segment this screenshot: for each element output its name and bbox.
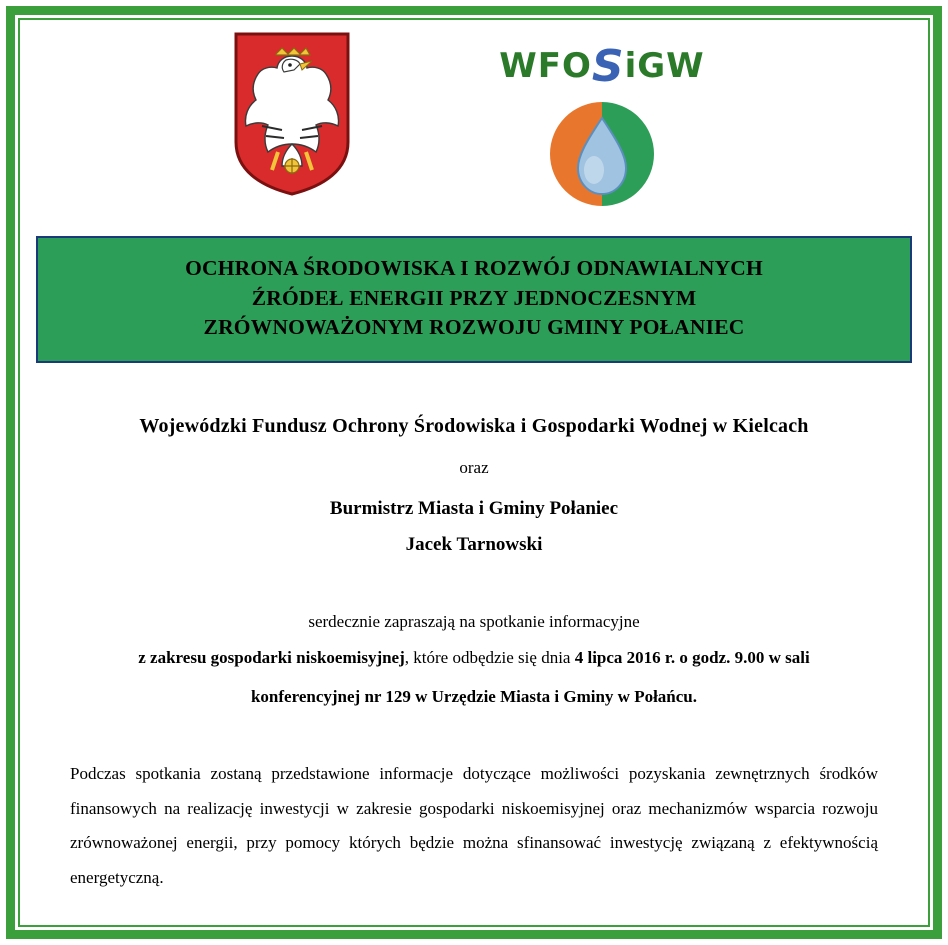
- invitation-venue: konferencyjnej nr 129 w Urzędzie Miasta i Gminy w Połańcu.: [250, 687, 698, 707]
- document-content: [24, 24, 924, 945]
- wfosigw-text-right: iGW: [624, 46, 705, 86]
- invitation-scope: z zakresu gospodarki niskoemisyjnej: [138, 647, 405, 667]
- organizer-mayor-name: Jacek Tarnowski: [405, 533, 543, 555]
- title-banner: [36, 236, 912, 363]
- body-paragraph: Podczas spotkania zostaną przedstawione informacje dotyczące możliwości pozyskania zewnętrznych środków finansowych na realizację inwestycji w zakresie gospodarki niskoemisyjnej oraz mechanizmów wsparcia rozwoju zrównoważonej energii, przy pomocy których będzie można sfinansować inwestycję związaną z efektywnością energetyczną.: [70, 763, 878, 888]
- organizer-conjunction: oraz: [459, 457, 489, 477]
- title-line-3: ZRÓWNOWAŻONYM ROZWOJU GMINY POŁANIEC: [203, 315, 745, 340]
- wfosigw-text-left: WFO: [499, 46, 592, 86]
- organizers-block: [24, 415, 924, 556]
- invitation-line-2: [24, 645, 924, 671]
- invitation-datetime: 4 lipca 2016 r. o godz. 9.00 w sali: [574, 647, 810, 667]
- wfosigw-logo: [492, 41, 712, 212]
- invitation-line-1: serdecznie zapraszają na spotkanie informacyjne: [308, 611, 640, 631]
- invitation-line-3: [24, 684, 924, 710]
- logo-row: [24, 24, 924, 224]
- organizer-fund-name: Wojewódzki Fundusz Ochrony Środowiska i Gospodarki Wodnej w Kielcach: [139, 414, 809, 437]
- invitation-block: [24, 612, 924, 711]
- title-line-2: ŹRÓDEŁ ENERGII PRZY JEDNOCZESNYM: [251, 285, 697, 310]
- organizer-mayor-title: Burmistrz Miasta i Gminy Połaniec: [329, 497, 619, 519]
- wfosigw-bolt-icon: S: [591, 41, 625, 92]
- wfosigw-wordmark: [492, 41, 712, 92]
- invitation-connector: , które odbędzie się dnia: [404, 647, 575, 667]
- wfosigw-globe-icon: [542, 98, 662, 210]
- title-line-1: OCHRONA ŚRODOWISKA I ROZWÓJ ODNAWIALNYCH: [185, 256, 763, 280]
- polish-eagle-crest-icon: [232, 30, 352, 198]
